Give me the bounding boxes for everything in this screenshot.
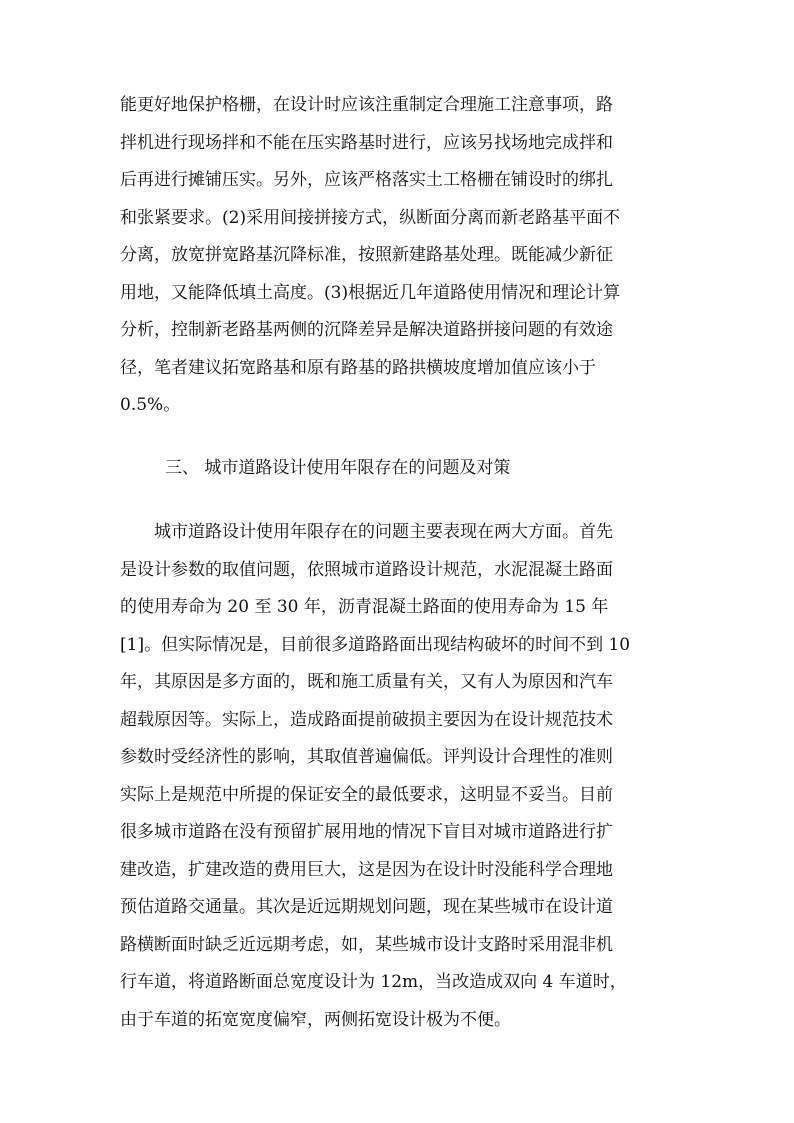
text-line: 建改造，扩建改造的费用巨大，这是因为在设计时没能科学合理地 <box>120 859 613 880</box>
text-line: 年，其原因是多方面的，既和施工质量有关，又有人为原因和汽车 <box>120 672 613 692</box>
text-line: 和张紧要求。(2)采用间接拼接方式，纵断面分离而新老路基平面不 <box>120 207 621 228</box>
text-line: 超载原因等。实际上，造成路面提前破损主要因为在设计规范技术 <box>120 709 613 730</box>
text-line: 由于车道的拓宽宽度偏窄，两侧拓宽设计极为不便。 <box>120 1009 511 1030</box>
text-line: 城市道路设计使用年限存在的问题主要表现在两大方面。首先 <box>154 522 613 542</box>
text-line: 径，笔者建议拓宽路基和原有路基的路拱横坡度增加值应该小于 <box>120 357 596 378</box>
text-line: 是设计参数的取值问题，依照城市道路设计规范，水泥混凝土路面 <box>120 559 613 580</box>
text-line: 分析，控制新老路基两侧的沉降差异是解决道路拼接问题的有效途 <box>120 320 613 340</box>
paragraph-body-1 <box>120 87 680 425</box>
text-line: 路横断面时缺乏近远期考虑，如，某些城市设计支路时采用混非机 <box>120 934 613 955</box>
text-line: 行车道，将道路断面总宽度设计为 12m，当改造成双向 4 车道时， <box>120 972 627 992</box>
text-line: 参数时受经济性的影响，其取值普遍偏低。评判设计合理性的准则 <box>120 747 613 767</box>
text-line: 后再进行摊铺压实。另外，应该严格落实土工格栅在铺设时的绑扎 <box>120 170 613 190</box>
text-line: 能更好地保护格栅，在设计时应该注重制定合理施工注意事项，路 <box>120 95 613 115</box>
text-line: 实际上是规范中所提的保证安全的最低要求，这明显不妥当。目前 <box>120 784 613 805</box>
text-line: 0.5%。 <box>120 395 181 415</box>
text-line: 的使用寿命为 20 至 30 年，沥青混凝土路面的使用寿命为 15 年 <box>120 597 609 617</box>
paragraph-body-2 <box>120 514 680 1039</box>
text-line: [1]。但实际情况是，目前很多道路路面出现结构破坏的时间不到 10 <box>120 634 631 655</box>
text-line: 用地，又能降低填土高度。(3)根据近几年道路使用情况和理论计算 <box>120 282 621 303</box>
text-line: 拌机进行现场拌和不能在压实路基时进行，应该另找场地完成拌和 <box>120 132 613 153</box>
text-line: 预估道路交通量。其次是近远期规划问题，现在某些城市在设计道 <box>120 897 613 917</box>
text-line: 很多城市道路在没有预留扩展用地的情况下盲目对城市道路进行扩 <box>120 822 613 842</box>
text-line: 分离，放宽拼宽路基沉降标准，按照新建路基处理。既能减少新征 <box>120 245 613 265</box>
section-heading: 三、 城市道路设计使用年限存在的问题及对策 <box>165 458 511 478</box>
